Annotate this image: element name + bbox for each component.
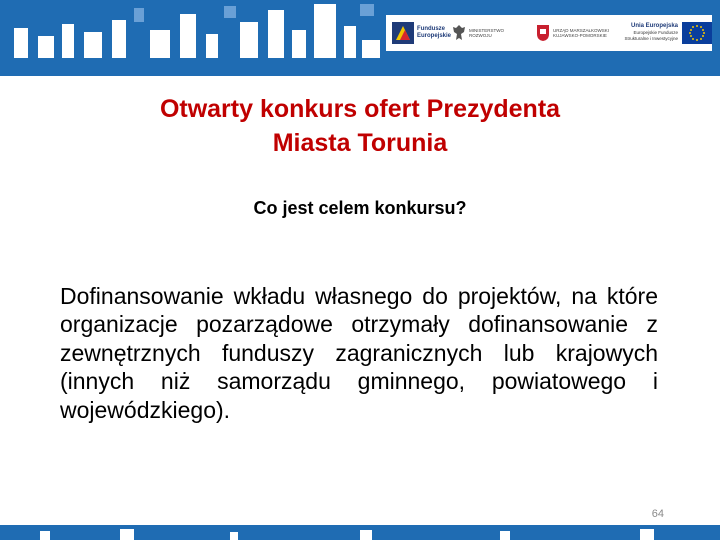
title-line-1: Otwarty konkurs ofert Prezydenta — [159, 95, 561, 123]
decor-block — [268, 10, 284, 58]
decor-block — [314, 4, 336, 58]
region-crest-icon — [536, 24, 550, 42]
decor-block — [344, 26, 356, 58]
decor-block — [180, 14, 196, 58]
decor-block — [500, 531, 510, 540]
footer-banner — [0, 525, 720, 540]
region-line1: URZĄD MARSZAŁKOWSKI — [553, 27, 610, 33]
decor-block — [62, 24, 74, 58]
decor-block — [150, 30, 170, 58]
region-line2: KUJAWSKO-POMORSKIE — [553, 33, 607, 38]
decor-block — [38, 36, 54, 58]
fe-logo-line1: Fundusze — [417, 26, 445, 32]
ue-line3: Strukturalne i Inwestycyjne — [624, 36, 678, 42]
fundusze-europejskie-logo — [386, 15, 452, 51]
decor-block — [120, 529, 134, 540]
decor-block — [292, 30, 306, 58]
region-logo — [536, 15, 618, 51]
fe-logo-line2: Europejskie — [417, 33, 452, 39]
decor-block — [224, 6, 236, 18]
title-line-2: Miasta Torunia — [272, 129, 448, 157]
decor-block — [362, 40, 380, 58]
decor-block — [14, 28, 28, 58]
ue-line2: Europejskie Fundusze — [633, 29, 678, 35]
logo-strip — [386, 15, 712, 51]
decor-block — [230, 532, 238, 540]
decor-block — [112, 20, 126, 58]
header-banner — [0, 0, 720, 76]
decor-block — [206, 34, 218, 58]
slide-body-paragraph: Dofinansowanie wkładu własnego do projektów, na które organizacje pozarządowe otrzymały dofinansowanie z zewnętrznych funduszy zagranicznych lub krajowych (innych niż samorządu gminnego, powiatowego i wojewódzkiego). — [60, 283, 658, 423]
decor-block — [360, 530, 372, 540]
slide-title — [60, 92, 660, 160]
ministerstwo-line2: ROZWOJU — [469, 33, 492, 38]
decor-block — [240, 22, 258, 58]
decor-block — [640, 529, 654, 540]
eu-flag-icon — [682, 22, 712, 44]
fe-star-icon — [392, 22, 414, 44]
unia-europejska-logo — [622, 15, 712, 51]
eagle-emblem-icon — [452, 24, 466, 42]
slide-question: Co jest celem konkursu? — [253, 198, 467, 218]
decor-block — [40, 531, 50, 540]
ministerstwo-line1: MINISTERSTWO — [469, 27, 504, 33]
decor-block — [84, 32, 102, 58]
ue-line1: Unia Europejska — [630, 23, 678, 30]
decor-block — [134, 8, 144, 22]
ministerstwo-logo — [452, 15, 532, 51]
page-number: 64 — [651, 508, 664, 520]
decor-block — [360, 4, 374, 16]
